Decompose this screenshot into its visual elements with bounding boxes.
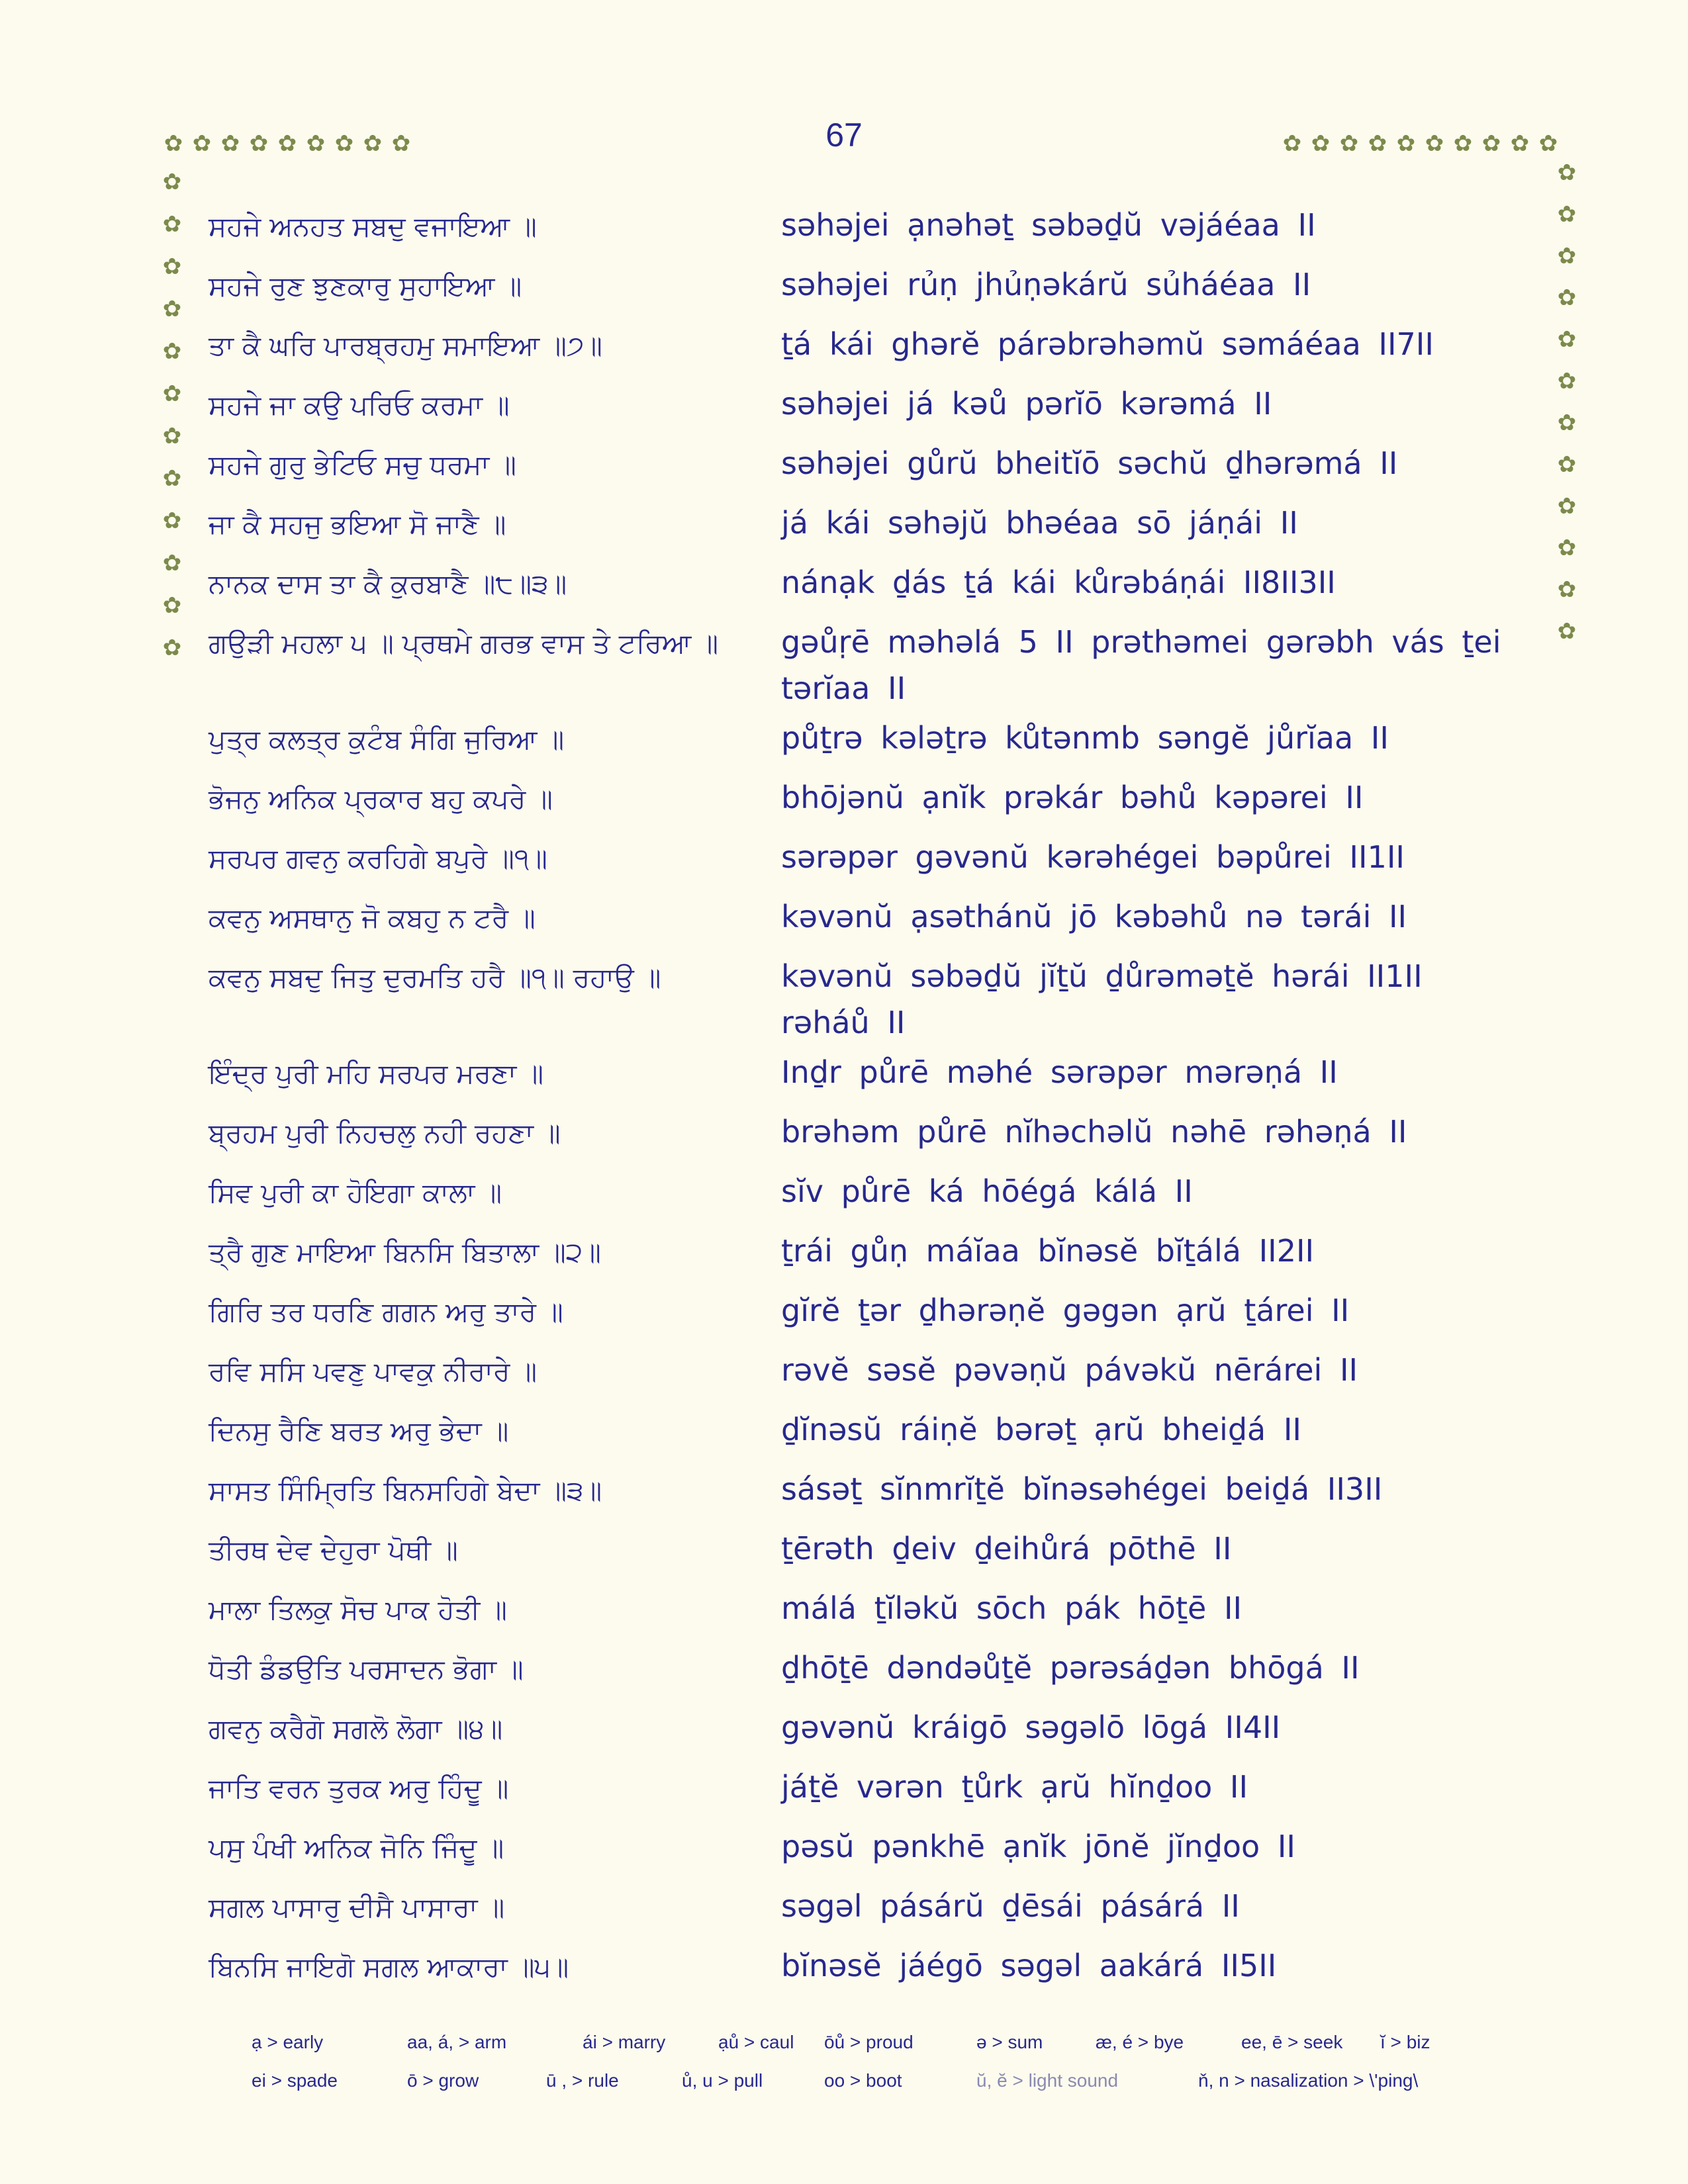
- legend-item: ň, n > nasalization > \'ping\: [1198, 2070, 1419, 2091]
- pronunciation-legend: [252, 2032, 1509, 2109]
- flower-ornament-icon: ✿: [162, 550, 182, 576]
- legend-item: ů, u > pull: [682, 2070, 763, 2091]
- gurmukhi-line: ਰਵਿ ਸਸਿ ਪਵਣੁ ਪਾਵਕੁ ਨੀਰਾਰੇ ॥: [209, 1355, 538, 1387]
- transliteration-line: sərəpər gəvənŭ kərəhégei bəpůrei II1II: [781, 839, 1405, 875]
- flower-ornament-icon: ✿: [164, 130, 183, 157]
- gurmukhi-line: ਗਿਰਿ ਤਰ ਧਰਣਿ ਗਗਨ ਅਰੁ ਤਾਰੇ ॥: [209, 1296, 563, 1328]
- legend-item: ə > sum: [976, 2032, 1043, 2052]
- gurmukhi-line: ਤਾ ਕੈ ਘਰਿ ਪਾਰਬ੍ਰਹਮੁ ਸਮਾਇਆ ॥੭॥: [209, 330, 602, 361]
- gurmukhi-line: ਭੋਜਨੁ ਅਨਿਕ ਪ੍ਰਕਾਰ ਬਹੁ ਕਪਰੇ ॥: [209, 783, 553, 815]
- flower-ornament-icon: ✿: [1339, 130, 1359, 157]
- transliteration-line: səhəjei gůrŭ bheitĭō səchŭ ḏhərəmá II: [781, 445, 1398, 481]
- transliteration-line: Inḏr půrē məhé sərəpər mərəṇá II: [781, 1054, 1338, 1090]
- flower-ornament-icon: ✿: [162, 635, 182, 661]
- transliteration-line: gəůṛē məhəlá 5 II prəthəmei gərəbh vás ṯei tərĭaa II: [781, 624, 1501, 706]
- flower-border-left: [161, 171, 183, 659]
- gurmukhi-line: ਸਿਵ ਪੁਰੀ ਕਾ ਹੋਇਗਾ ਕਾਲਾ ॥: [209, 1177, 502, 1208]
- transliteration-line: səgəl pásárŭ ḏēsái pásárá II: [781, 1888, 1240, 1924]
- legend-item: ei > spade: [252, 2070, 338, 2091]
- gurmukhi-line: ਬਿਨਸਿ ਜਾਇਗੋ ਸਗਲ ਆਕਾਰਾ ॥੫॥: [209, 1951, 569, 1983]
- gurmukhi-line: ਪਸੁ ਪੰਖੀ ਅਨਿਕ ਜੋਨਿ ਜਿੰਦੂ ॥: [209, 1832, 504, 1864]
- flower-ornament-icon: ✿: [162, 338, 182, 365]
- gurmukhi-line: ਤੀਰਥ ਦੇਵ ਦੇਹੁਰਾ ਪੋਥੀ ॥: [209, 1534, 458, 1566]
- flower-ornament-icon: ✿: [1557, 159, 1577, 186]
- flower-ornament-icon: ✿: [1557, 368, 1577, 394]
- flower-ornament-icon: ✿: [1557, 243, 1577, 269]
- flower-ornament-icon: ✿: [1557, 535, 1577, 561]
- gurmukhi-line: ਬ੍ਰਹਮ ਪੁਰੀ ਨਿਹਚਲੁ ਨਹੀ ਰਹਣਾ ॥: [209, 1117, 561, 1149]
- flower-ornament-icon: ✿: [334, 130, 354, 157]
- transliteration-line: ḏĭnəsŭ ráiṇĕ bərəṯ ạrŭ bheiḏá II: [781, 1412, 1301, 1447]
- page-number: 67: [825, 116, 863, 154]
- flower-ornament-icon: ✿: [306, 130, 326, 157]
- legend-line: [252, 2070, 1509, 2109]
- flower-border-top-right: [1281, 132, 1560, 155]
- transliteration-line: já kái səhəjŭ bhəéaa sō jáṇái II: [781, 505, 1298, 541]
- flower-ornament-icon: ✿: [162, 169, 182, 195]
- legend-item: ái > marry: [583, 2032, 666, 2052]
- transliteration-line: sásəṯ sĭnmrĭṯĕ bĭnəsəhégei beiḏá II3II: [781, 1471, 1383, 1507]
- legend-item: ū , > rule: [546, 2070, 619, 2091]
- transliteration-line: jáṯĕ vərən ṯůrk ạrŭ hĭnḏoo II: [781, 1769, 1248, 1805]
- flower-ornament-icon: ✿: [1311, 130, 1331, 157]
- gurmukhi-line: ਇੰਦ੍ਰ ਪੁਰੀ ਮਹਿ ਸਰਪਰ ਮਰਣਾ ॥: [209, 1058, 543, 1089]
- legend-item: ō > grow: [407, 2070, 479, 2091]
- flower-ornament-icon: ✿: [162, 253, 182, 280]
- flower-ornament-icon: ✿: [162, 296, 182, 322]
- transliteration-line: brəhəm půrē nĭhəchəlŭ nəhē rəhəṇá II: [781, 1114, 1407, 1150]
- flower-ornament-icon: ✿: [162, 465, 182, 492]
- flower-ornament-icon: ✿: [249, 130, 269, 157]
- transliteration-line: málá ṯĭləkŭ sōch pák hōṯē II: [781, 1590, 1243, 1626]
- flower-ornament-icon: ✿: [1425, 130, 1444, 157]
- gurmukhi-line: ਧੋਤੀ ਡੰਡਉਤਿ ਪਰਸਾਦਨ ਭੋਗਾ ॥: [209, 1653, 524, 1685]
- transliteration-line: ṯá kái ghərĕ párəbrəhəmŭ səmáéaa II7II: [781, 326, 1434, 362]
- flower-ornament-icon: ✿: [1453, 130, 1473, 157]
- transliteration-line: bhōjənŭ ạnĭk prəkár bəhů kəpərei II: [781, 780, 1364, 815]
- transliteration-line: rəvĕ səsĕ pəvəṇŭ pávəkŭ nērárei II: [781, 1352, 1358, 1388]
- flower-ornament-icon: ✿: [162, 423, 182, 449]
- transliteration-line: sĭv půrē ká hōégá kálá II: [781, 1173, 1193, 1209]
- flower-ornament-icon: ✿: [277, 130, 297, 157]
- flower-ornament-icon: ✿: [1557, 493, 1577, 520]
- gurmukhi-line: ਸਰਪਰ ਗਵਨੁ ਕਰਹਿਗੇ ਬਪੁਰੇ ॥੧॥: [209, 842, 547, 874]
- gurmukhi-line: ਸਗਲ ਪਾਸਾਰੁ ਦੀਸੈ ਪਾਸਾਰਾ ॥: [209, 1891, 505, 1923]
- transliteration-line: pəsŭ pənkhē ạnĭk jōnĕ jĭnḏoo II: [781, 1829, 1295, 1864]
- gurmukhi-line: ਸਹਜੇ ਰੁਣ ਝੁਣਕਾਰੁ ਸੁਹਾਇਆ ॥: [209, 270, 522, 302]
- gurmukhi-line: ਸਹਜੇ ਗੁਰੁ ਭੇਟਿਓ ਸਚੁ ਧਰਮਾ ॥: [209, 449, 516, 480]
- transliteration-line: ḏhōṯē dəndəůṯĕ pərəsáḏən bhōgá II: [781, 1650, 1360, 1686]
- legend-line: [252, 2032, 1509, 2070]
- legend-item: aa, á, > arm: [407, 2032, 507, 2052]
- flower-ornament-icon: ✿: [192, 130, 212, 157]
- legend-item: æ, é > bye: [1096, 2032, 1184, 2052]
- gurmukhi-line: ਮਾਲਾ ਤਿਲਕੁ ਸੋਚ ਪਾਕ ਹੋਤੀ ॥: [209, 1594, 507, 1625]
- flower-ornament-icon: ✿: [1396, 130, 1416, 157]
- flower-ornament-icon: ✿: [162, 211, 182, 238]
- transliteration-line: ṯrái gůṇ máĭaa bĭnəsĕ bĭṯálá II2II: [781, 1233, 1315, 1269]
- gurmukhi-line: ਜਾ ਕੈ ਸਹਜੁ ਭਇਆ ਸੋ ਜਾਣੈ ॥: [209, 508, 506, 540]
- flower-ornament-icon: ✿: [363, 130, 383, 157]
- flower-ornament-icon: ✿: [1557, 285, 1577, 311]
- legend-item: ĭ > biz: [1380, 2032, 1430, 2052]
- gurmukhi-line: ਗਉੜੀ ਮਹਲਾ ੫ ॥ ਪ੍ਰਥਮੇ ਗਰਭ ਵਾਸ ਤੇ ਟਰਿਆ ॥: [209, 627, 718, 659]
- transliteration-line: kəvənŭ səbəḏŭ jĭṯŭ ḏůrəməṯĕ hərái II1II rəháů II: [781, 958, 1423, 1040]
- gurmukhi-line: ਸਾਸਤ ਸਿੰਮ੍ਰਿਤਿ ਬਿਨਸਹਿਗੇ ਬੇਦਾ ॥੩॥: [209, 1475, 602, 1506]
- gurmukhi-line: ਪੁਤ੍ਰ ਕਲਤ੍ਰ ਕੁਟੰਬ ਸੰਗਿ ਜੁਰਿਆ ॥: [209, 723, 565, 755]
- gurmukhi-line: ਕਵਨੁ ਅਸਥਾਨੁ ਜੋ ਕਬਹੁ ਨ ਟਰੈ ॥: [209, 902, 536, 934]
- gurmukhi-line: ਸਹਜੇ ਜਾ ਕਉ ਪਰਿਓ ਕਰਮਾ ॥: [209, 389, 510, 421]
- flower-ornament-icon: ✿: [1557, 326, 1577, 353]
- transliteration-line: ṯērəth ḏeiv ḏeihůrá pōthē II: [781, 1531, 1232, 1567]
- legend-item: oo > boot: [824, 2070, 902, 2091]
- gurmukhi-line: ਜਾਤਿ ਵਰਨ ਤੁਰਕ ਅਰੁ ਹਿੰਦੂ ॥: [209, 1772, 509, 1804]
- gurmukhi-line: ਗਵਨੁ ਕਰੈਗੋ ਸਗਲੋ ਲੋਗਾ ॥੪॥: [209, 1713, 503, 1745]
- flower-ornament-icon: ✿: [391, 130, 411, 157]
- legend-item: ŭ, ĕ > light sound: [976, 2070, 1119, 2091]
- flower-border-right: [1556, 161, 1578, 643]
- legend-item: ee, ē > seek: [1241, 2032, 1343, 2052]
- gurmukhi-line: ਕਵਨੁ ਸਬਦੁ ਜਿਤੁ ਦੁਰਮਤਿ ਹਰੈ ॥੧॥ ਰਹਾਉ ॥: [209, 962, 661, 993]
- flower-ornament-icon: ✿: [1481, 130, 1501, 157]
- transliteration-line: səhəjei ạnəhəṯ səbəḏŭ vəjáéaa II: [781, 207, 1316, 243]
- transliteration-line: səhəjei rủṇ jhủṇəkárŭ sủháéaa II: [781, 267, 1311, 302]
- transliteration-line: gĭrĕ ṯər ḏhərəṇĕ gəgən ạrŭ ṯárei II: [781, 1293, 1350, 1328]
- transliteration-line: gəvənŭ kráigō səgəlō lōgá II4II: [781, 1709, 1281, 1745]
- flower-ornament-icon: ✿: [1510, 130, 1530, 157]
- flower-ornament-icon: ✿: [162, 592, 182, 619]
- legend-item: ạů > caul: [718, 2032, 794, 2052]
- gurmukhi-line: ਨਾਨਕ ਦਾਸ ਤਾ ਕੈ ਕੁਰਬਾਣੈ ॥੮॥੩॥: [209, 568, 567, 600]
- flower-ornament-icon: ✿: [162, 508, 182, 534]
- flower-ornament-icon: ✿: [1557, 576, 1577, 603]
- flower-ornament-icon: ✿: [1557, 451, 1577, 478]
- flower-ornament-icon: ✿: [220, 130, 240, 157]
- gurmukhi-line: ਤ੍ਰੈ ਗੁਣ ਮਾਇਆ ਬਿਨਸਿ ਬਿਤਾਲਾ ॥੨॥: [209, 1236, 601, 1268]
- flower-ornament-icon: ✿: [1557, 201, 1577, 228]
- transliteration-line: nánạk ḏás ṯá kái kůrəbáṇái II8II3II: [781, 565, 1336, 600]
- legend-item: ōů > proud: [824, 2032, 914, 2052]
- flower-ornament-icon: ✿: [162, 381, 182, 407]
- flower-ornament-icon: ✿: [1557, 618, 1577, 645]
- gurmukhi-line: ਸਹਜੇ ਅਨਹਤ ਸਬਦੁ ਵਜਾਇਆ ॥: [209, 210, 537, 242]
- flower-ornament-icon: ✿: [1282, 130, 1302, 157]
- transliteration-line: půṯrə kələṯrə kůtənmb sənɡĕ jůrĭaa II: [781, 720, 1389, 756]
- legend-item: ạ > early: [252, 2032, 324, 2052]
- transliteration-line: səhəjei já kəů pərĭō kərəmá II: [781, 386, 1272, 422]
- gurmukhi-line: ਦਿਨਸੁ ਰੈਣਿ ਬਰਤ ਅਰੁ ਭੇਦਾ ॥: [209, 1415, 509, 1447]
- flower-border-top-left: [162, 132, 412, 155]
- transliteration-line: kəvənŭ ạsəthánŭ jō kəbəhů nə tərái II: [781, 899, 1407, 934]
- flower-ornament-icon: ✿: [1368, 130, 1387, 157]
- transliteration-line: bĭnəsĕ jáégō səgəl aakárá II5II: [781, 1948, 1277, 1983]
- flower-ornament-icon: ✿: [1557, 410, 1577, 436]
- flower-ornament-icon: ✿: [1538, 130, 1558, 157]
